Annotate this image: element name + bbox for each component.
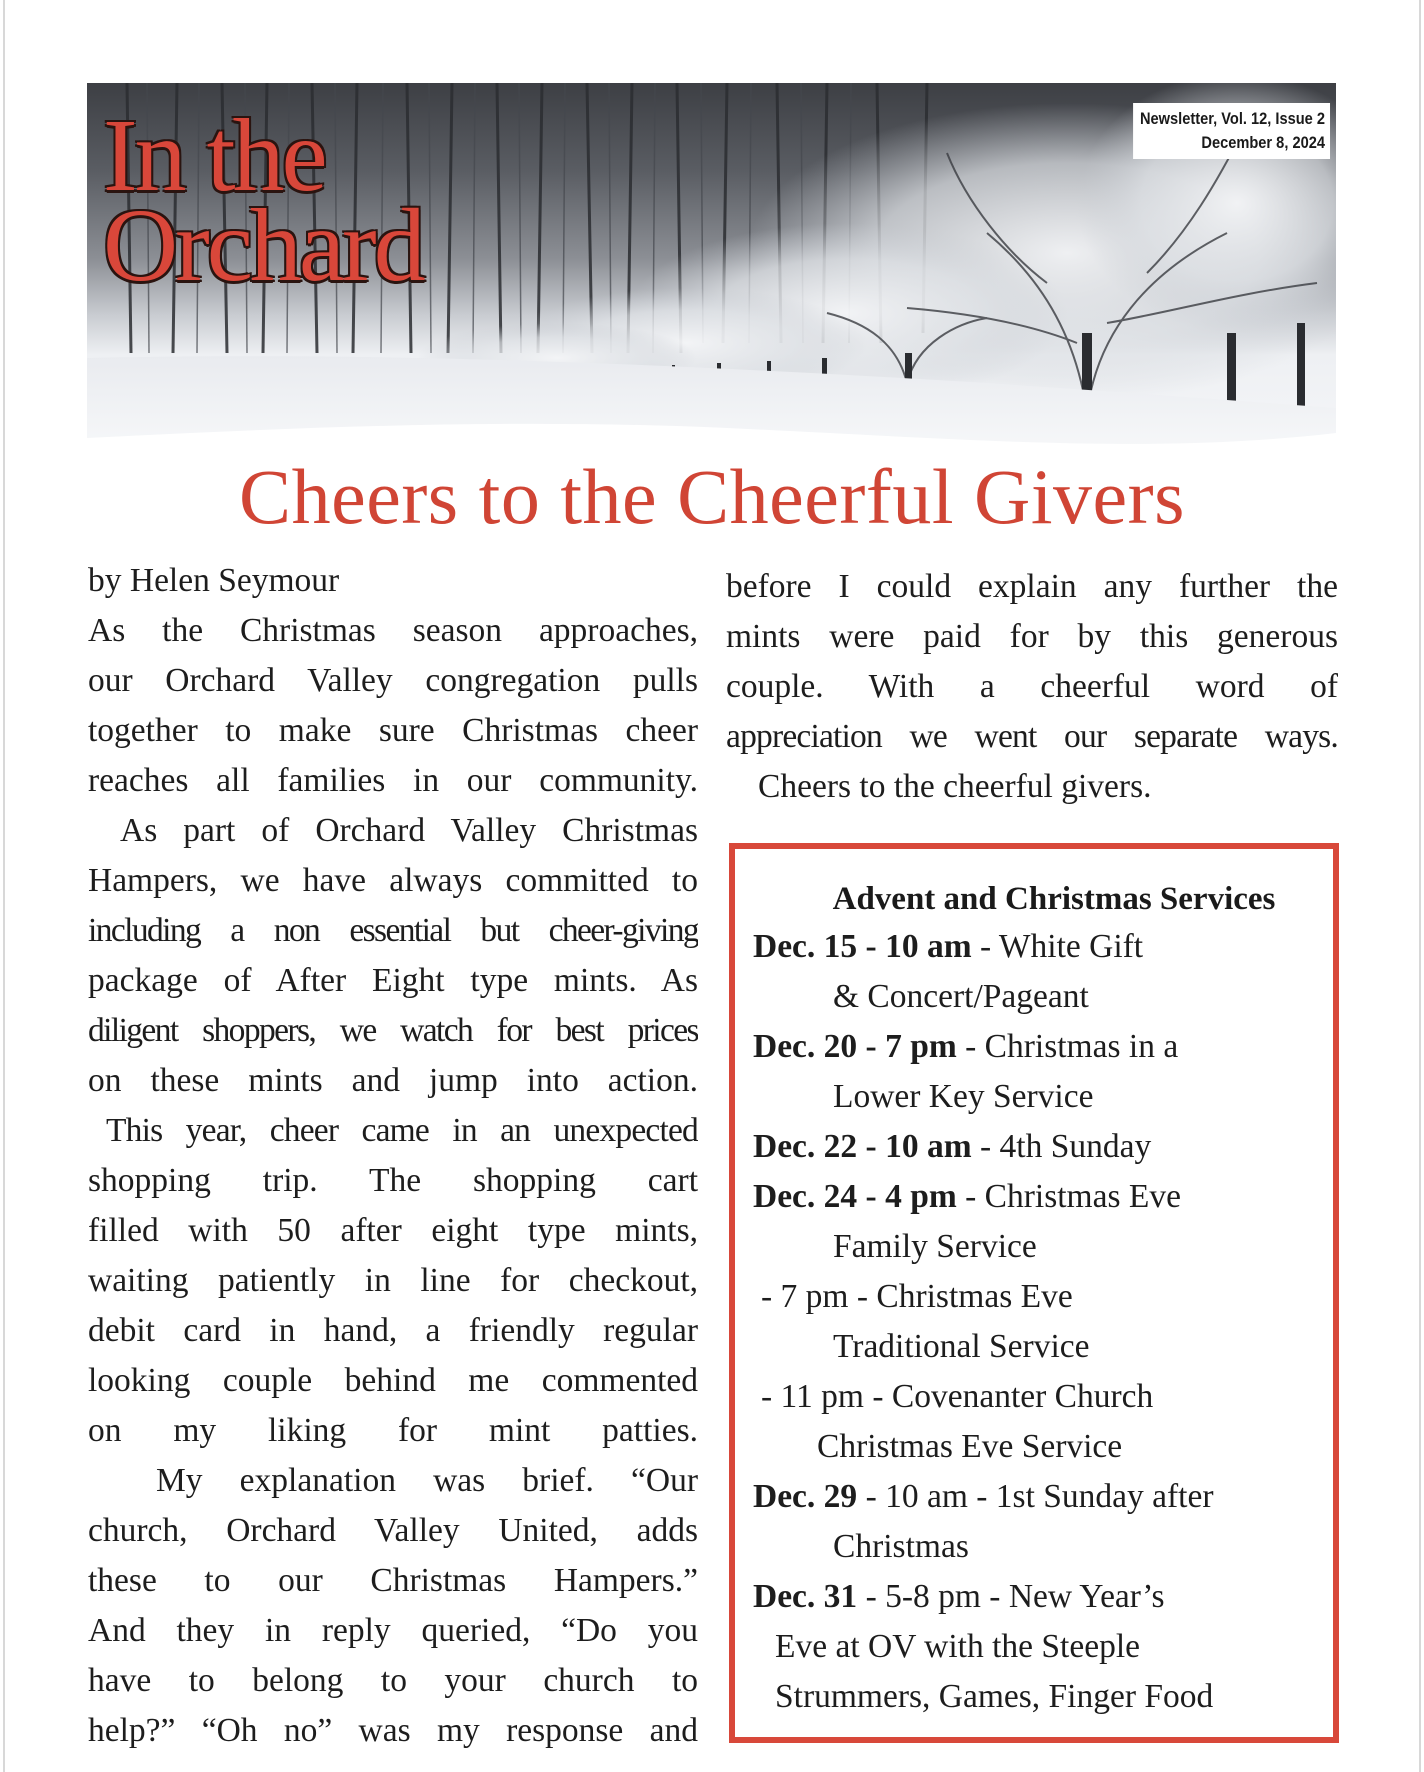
service-description: - 5-8 pm - New Year’s	[857, 1578, 1165, 1615]
page-edge-left	[3, 0, 5, 1772]
masthead-title	[103, 98, 603, 303]
article-line: our Orchard Valley congregation pulls	[88, 662, 698, 699]
article-line: help?” “Oh no” was my response and	[88, 1712, 698, 1749]
service-continuation: Lower Key Service	[833, 1078, 1094, 1115]
article-line: mints were paid for by this generous	[726, 618, 1338, 655]
article-line: shopping trip. The shopping cart	[88, 1162, 698, 1199]
article-line: these to our Christmas Hampers.”	[88, 1562, 698, 1599]
service-continuation: Strummers, Games, Finger Food	[775, 1678, 1214, 1715]
article-line: waiting patiently in line for checkout,	[88, 1262, 698, 1299]
article-line: reaches all families in our community.	[88, 762, 698, 799]
service-date: Dec. 31	[753, 1578, 858, 1615]
article-line: together to make sure Christmas cheer	[88, 712, 698, 749]
masthead-banner	[87, 83, 1336, 483]
service-continuation: Christmas Eve Service	[817, 1428, 1123, 1465]
article-line: This year, cheer came in an unexpected	[106, 1112, 698, 1149]
service-continuation: Traditional Service	[833, 1328, 1090, 1365]
article-line: church, Orchard Valley United, adds	[88, 1512, 698, 1549]
article-line: As part of Orchard Valley Christmas	[120, 812, 698, 849]
article-line: And they in reply queried, “Do you	[88, 1612, 698, 1649]
article-line: debit card in hand, a friendly regular	[88, 1312, 698, 1349]
service-entry	[753, 1122, 1151, 1172]
article-line: appreciation we went our separate ways.	[726, 718, 1338, 755]
service-continuation: Christmas	[833, 1528, 969, 1565]
service-continuation: & Concert/Pageant	[833, 978, 1089, 1015]
page-edge-right	[1419, 0, 1421, 1772]
article-line: have to belong to your church to	[88, 1662, 698, 1699]
service-entry: - 11 pm - Covenanter Church	[761, 1378, 1154, 1415]
service-date: Dec. 20 - 7 pm	[753, 1028, 957, 1065]
masthead-title-line1: In the	[103, 98, 325, 213]
article-headline: Cheers to the Cheerful Givers	[239, 453, 1185, 540]
service-description: - 10 am - 1st Sunday after	[857, 1478, 1214, 1515]
service-entry	[753, 1472, 1214, 1522]
service-description: - Christmas Eve	[956, 1178, 1181, 1215]
service-entry	[753, 1022, 1178, 1072]
service-entry: - 7 pm - Christmas Eve	[761, 1278, 1073, 1315]
article-line: filled with 50 after eight type mints,	[88, 1212, 698, 1249]
article-line: looking couple behind me commented	[88, 1362, 698, 1399]
issue-date: December 8, 2024	[1201, 133, 1325, 152]
issue-info	[1133, 103, 1330, 159]
service-description: - Christmas in a	[956, 1028, 1179, 1065]
article-line: package of After Eight type mints. As	[88, 962, 698, 999]
article-line: on these mints and jump into action.	[88, 1062, 698, 1099]
masthead-title-line2: Orchard	[103, 188, 423, 303]
article-line: Hampers, we have always committed to	[88, 862, 698, 899]
service-continuation: Family Service	[833, 1228, 1037, 1265]
services-title: Advent and Christmas Services	[832, 881, 1276, 917]
article-line: on my liking for mint patties.	[88, 1412, 698, 1449]
article-byline: by Helen Seymour	[88, 562, 340, 599]
article-line: Cheers to the cheerful givers.	[758, 768, 1152, 805]
article-line: including a non essential but cheer-giving	[88, 912, 698, 949]
article-line: couple. With a cheerful word of	[726, 668, 1338, 705]
service-date: Dec. 24 - 4 pm	[753, 1178, 957, 1215]
service-date: Dec. 22 - 10 am	[753, 1128, 972, 1165]
article-column-left	[88, 556, 698, 1756]
service-description: - White Gift	[971, 928, 1144, 965]
service-date: Dec. 29	[753, 1478, 858, 1515]
service-continuation: Eve at OV with the Steeple	[775, 1628, 1140, 1665]
issue-number: Newsletter, Vol. 12, Issue 2	[1139, 109, 1325, 128]
service-date: Dec. 15 - 10 am	[753, 928, 972, 965]
service-entry	[753, 1172, 1181, 1222]
article-line: As the Christmas season approaches,	[88, 612, 698, 649]
service-description: - 4th Sunday	[971, 1128, 1152, 1165]
service-entry	[753, 922, 1143, 972]
article-line: diligent shoppers, we watch for best prices	[88, 1012, 698, 1049]
service-entry	[753, 1572, 1165, 1622]
article-column-right	[726, 562, 1338, 812]
article-line: My explanation was brief. “Our	[156, 1462, 698, 1499]
services-box	[729, 843, 1339, 1743]
article-line: before I could explain any further the	[726, 568, 1338, 605]
